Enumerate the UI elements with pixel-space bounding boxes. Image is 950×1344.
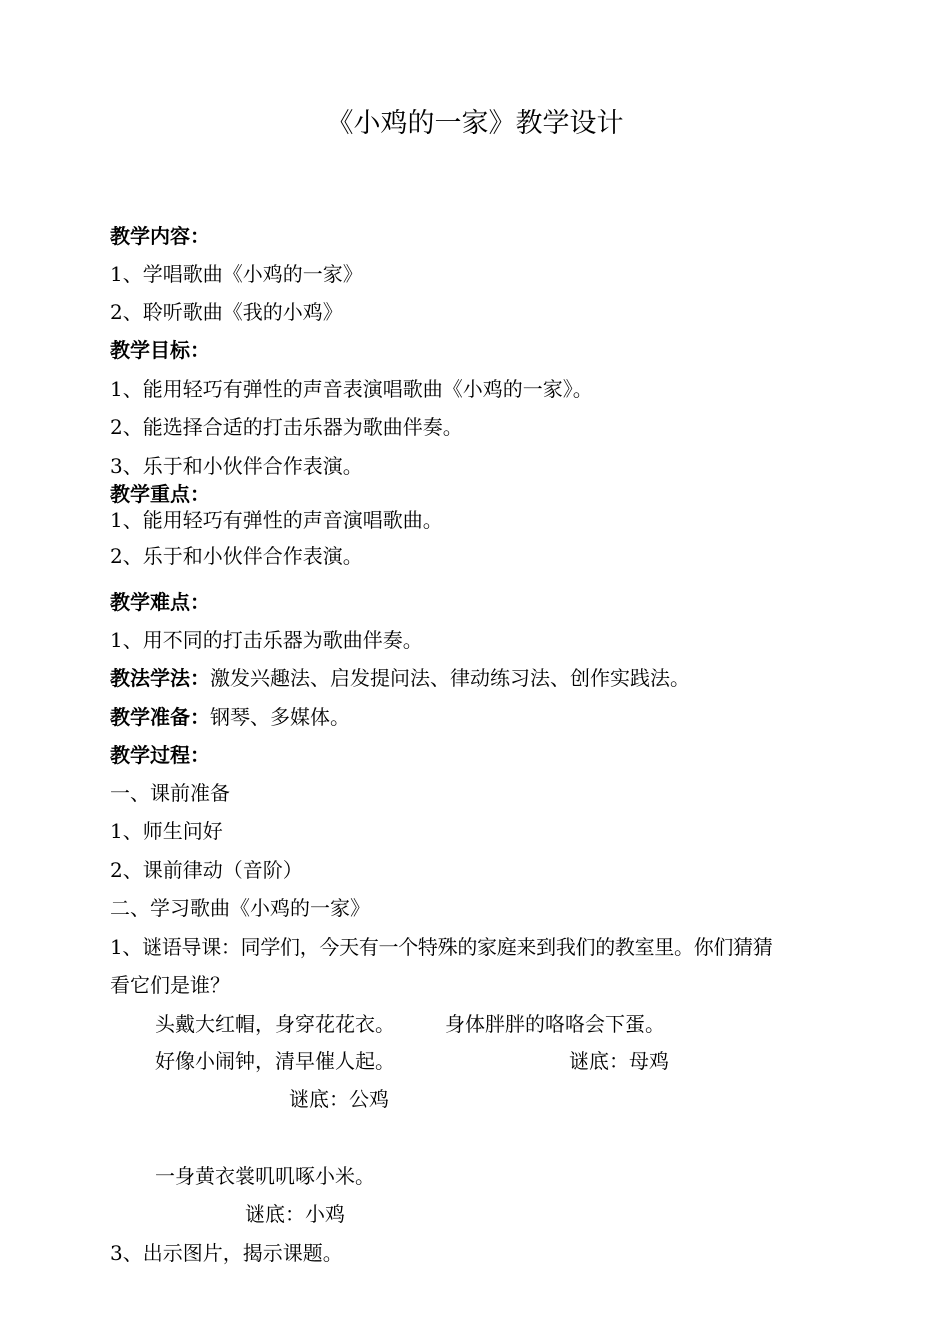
preparation-label: 教学准备：	[110, 705, 210, 729]
process-line-3: 2、课前律动（音阶）	[110, 858, 303, 882]
riddle-1-line-2: 好像小闹钟，清早催人起。	[155, 1049, 395, 1073]
process-heading: 教学过程：	[110, 743, 210, 767]
riddle-1-answer: 谜底：公鸡	[289, 1087, 389, 1111]
riddle-3-line-1: 一身黄衣裳叽叽啄小米。	[155, 1164, 375, 1188]
difficulties-heading: 教学难点：	[110, 590, 210, 614]
process-line-1: 一、课前准备	[110, 781, 230, 805]
content-heading: 教学内容：	[110, 224, 210, 248]
process-line-4: 二、学习歌曲《小鸡的一家》	[110, 896, 370, 920]
content-item-2: 2、聆听歌曲《我的小鸡》	[110, 300, 343, 324]
goals-item-2: 2、能选择合适的打击乐器为歌曲伴奏。	[110, 415, 463, 439]
methods-text: 激发兴趣法、启发提问法、律动练习法、创作实践法。	[210, 666, 690, 690]
page-title: 《小鸡的一家》教学设计	[326, 108, 624, 139]
riddle-2-line-1: 身体胖胖的咯咯会下蛋。	[445, 1012, 665, 1036]
goals-heading: 教学目标：	[110, 338, 210, 362]
process-line-6: 看它们是谁？	[110, 973, 230, 997]
goals-item-1: 1、能用轻巧有弹性的声音表演唱歌曲《小鸡的一家》。	[110, 377, 593, 401]
key-points-item-2: 2、乐于和小伙伴合作表演。	[110, 544, 363, 568]
process-line-2: 1、师生问好	[110, 819, 223, 843]
riddle-2-answer: 谜底：母鸡	[569, 1049, 669, 1073]
process-line-5: 1、谜语导课：同学们，今天有一个特殊的家庭来到我们的教室里。你们猜猜	[110, 935, 773, 959]
process-last-line: 3、出示图片，揭示课题。	[110, 1241, 343, 1265]
methods-label: 教法学法：	[110, 666, 210, 690]
preparation-row	[110, 705, 350, 729]
key-points-heading: 教学重点：	[110, 482, 210, 506]
key-points-item-1: 1、能用轻巧有弹性的声音演唱歌曲。	[110, 508, 443, 532]
goals-item-3: 3、乐于和小伙伴合作表演。	[110, 454, 363, 478]
preparation-text: 钢琴、多媒体。	[210, 705, 350, 729]
riddle-3-answer: 谜底：小鸡	[245, 1202, 345, 1226]
difficulties-item-1: 1、用不同的打击乐器为歌曲伴奏。	[110, 628, 423, 652]
content-item-1: 1、学唱歌曲《小鸡的一家》	[110, 262, 363, 286]
riddle-1-line-1: 头戴大红帽，身穿花花衣。	[155, 1012, 395, 1036]
methods-row	[110, 666, 690, 690]
